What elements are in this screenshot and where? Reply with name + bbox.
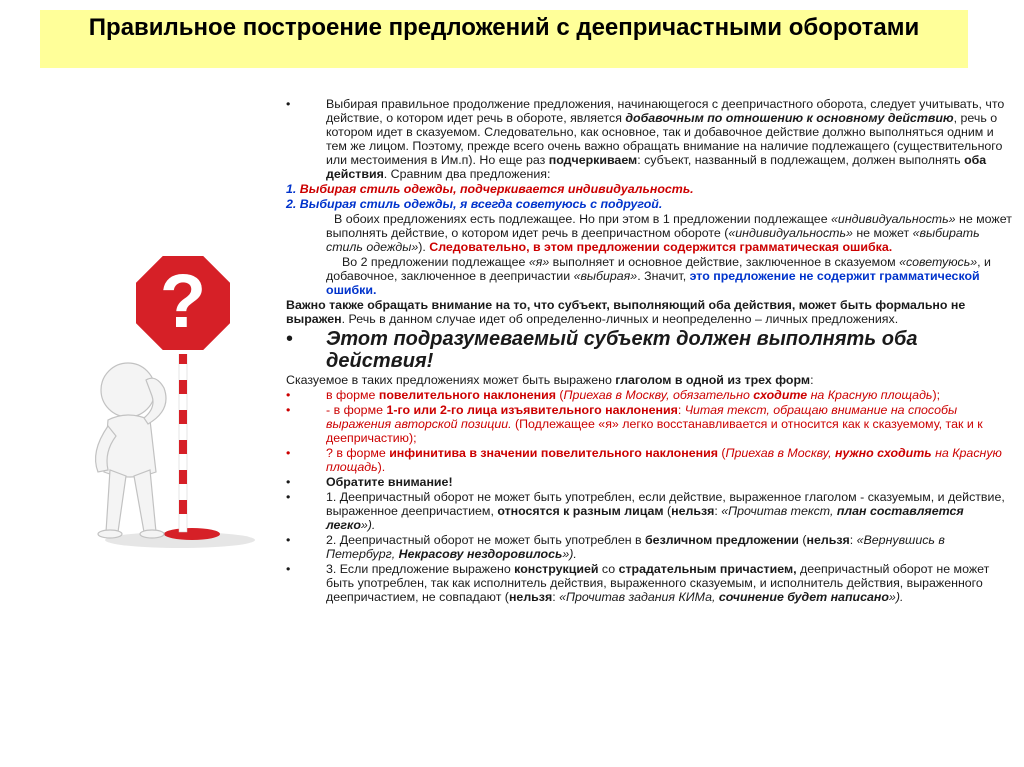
text: - в форме: [326, 403, 387, 417]
bullet: •: [286, 562, 291, 576]
text: план составляется легко: [326, 504, 964, 532]
text: »).: [562, 547, 577, 561]
text: нельзя: [508, 590, 553, 604]
text: :: [849, 533, 857, 547]
bullet: •: [286, 403, 291, 417]
text: :: [677, 403, 685, 417]
text: инфинитива в значении повелительного наклонения: [389, 446, 718, 460]
text: (: [555, 388, 564, 402]
note-item-3: [286, 562, 1014, 604]
note-item-2: [286, 533, 1014, 561]
text: в форме: [326, 388, 379, 402]
text: Сказуемое в таких предложениях может быть выражено: [286, 373, 616, 387]
text: относятся к разным лицам: [497, 504, 664, 518]
text: «индивидуальность»: [728, 226, 853, 240]
text: это предложение не содержит грамматической ошибки.: [326, 269, 980, 297]
text: деепричастный оборот не может быть употреблен, так как исполнитель действия, выраженного сказуемым, и исполнитель действия, выраженного деепричастием, не совпадают (: [326, 562, 990, 604]
text: Приехав в Москву,: [725, 446, 835, 460]
text: «Прочитав задания КИМа,: [559, 590, 719, 604]
text: (: [717, 446, 726, 460]
note-item-1: [286, 490, 1014, 532]
text: »).: [360, 518, 376, 532]
text: страдательным причастием,: [618, 562, 797, 576]
example-2: [286, 197, 1014, 211]
text: выполняет и основное действие, заключенное в сказуемом: [549, 255, 900, 269]
text: . Речь в данном случае идет об определенно-личных и неопределенно – личных предложениях.: [341, 312, 899, 326]
bullet: •: [286, 328, 294, 350]
text: сходите: [753, 388, 808, 402]
note-heading: [286, 475, 1014, 489]
text: на Красную площадь: [326, 446, 1002, 474]
main-text: [286, 97, 1014, 604]
text: на Красную площадь: [807, 388, 933, 402]
text: «советуюсь»: [899, 255, 978, 269]
text: , речь о котором идет в сказуемом. Следовательно, как основное, так и добавочное действие должно выполняться одним и тем же лицом. Поэтому, прежде всего очень важно обращать внимание на наличие подлежащего (существительного или местоимения в Им.п). Но еще раз: [326, 111, 1003, 167]
bullet: •: [286, 533, 291, 547]
text: «индивидуальность»: [831, 212, 956, 226]
text: «выбирая»: [573, 269, 638, 283]
text: «я»: [528, 255, 550, 269]
highlight-statement: [286, 328, 1014, 372]
text: не может: [852, 226, 913, 240]
paragraph-analysis-2: [286, 255, 1014, 297]
text: Этот подразумеваемый субъект должен выполнять оба действия!: [326, 328, 918, 372]
example-1-text: Выбирая стиль одежды, подчеркивается индивидуальность.: [299, 182, 694, 196]
text: добавочным по отношению к основному действию: [625, 111, 954, 125]
form-item-infinitive: [286, 446, 1014, 474]
text: Важно также обращать внимание на то, что субъект, выполняющий оба действия, может быть формально не выражен: [286, 298, 966, 326]
form-item-indicative: [286, 403, 1014, 445]
form-item-imperative: [286, 388, 1014, 402]
bullet: •: [286, 475, 291, 489]
example-2-number: 2.: [286, 197, 297, 211]
text: не может выполнять действие, о котором идет речь в деепричастном обороте (: [326, 212, 1012, 240]
text: оба действия: [326, 153, 987, 181]
bullet: •: [286, 446, 291, 460]
text: : субъект, названный в подлежащем, должен выполнять: [637, 153, 965, 167]
paragraph-analysis-1: [286, 212, 1014, 254]
text: (: [663, 504, 672, 518]
text: (: [798, 533, 807, 547]
text: Некрасову нездоровилось: [398, 547, 563, 561]
text: «Прочитав текст,: [721, 504, 837, 518]
thinking-figure: [96, 363, 166, 538]
text: подчеркиваем: [548, 153, 638, 167]
text: );: [932, 388, 941, 402]
text: ).: [377, 460, 386, 474]
text: 1. Деепричастный оборот не может быть употреблен, если действие, выраженное глаголом - сказуемым, и действие, выраженное деепричастием,: [326, 490, 1005, 518]
text: 2. Деепричастный оборот не может быть употреблен в: [326, 533, 646, 547]
text: сочинение будет написано: [718, 590, 889, 604]
text: . Сравним два предложения:: [383, 167, 551, 181]
text: ? в форме: [326, 446, 390, 460]
question-sign-illustration: [60, 240, 260, 570]
text: В обоих предложениях есть подлежащее. Но при этом в 1 предложении подлежащее: [334, 212, 832, 226]
bullet: •: [286, 388, 291, 402]
text: Во 2 предложении подлежащее: [342, 255, 529, 269]
pole-base: [164, 528, 220, 540]
text: конструкцией: [514, 562, 599, 576]
bullet: •: [286, 490, 291, 504]
text: Приехав в Москву, обязательно: [563, 388, 754, 402]
text: нельзя: [671, 504, 715, 518]
text: глаголом в одной из трех форм: [615, 373, 811, 387]
text: Читая текст, обращаю внимание на способы выражения авторской позиции.: [326, 403, 958, 431]
text: Следовательно, в этом предложении содержится грамматическая ошибка.: [429, 240, 893, 254]
text: безличном предложении: [645, 533, 799, 547]
text: :: [714, 504, 722, 518]
text: 3. Если предложение выражено: [326, 562, 515, 576]
text: нужно сходить: [835, 446, 932, 460]
text: , и добавочное, заключенное в деепричастии: [326, 255, 991, 283]
bullet: •: [286, 97, 291, 111]
text: со: [598, 562, 619, 576]
text: (Подлежащее «я» легко восстанавливается и относится как к сказуемому, так и к деепричастию);: [326, 417, 983, 445]
text: Выбирая правильное продолжение предложения, начинающегося с деепричастного оборота, следует учитывать, что действие, о котором идет речь в обороте, является: [326, 97, 1005, 125]
text: повелительного наклонения: [378, 388, 556, 402]
text: :: [810, 373, 814, 387]
text: Обратите внимание!: [326, 475, 453, 489]
question-mark-icon: ?: [159, 259, 207, 344]
text: нельзя: [806, 533, 850, 547]
example-1-number: 1.: [286, 182, 297, 196]
paragraph-important: [286, 298, 1014, 326]
text: 1-го или 2-го лица изъявительного наклонения: [386, 403, 678, 417]
example-2-text: Выбирая стиль одежды, я всегда советуюсь с подругой.: [299, 197, 663, 211]
text: :: [552, 590, 560, 604]
text: ).: [418, 240, 430, 254]
text: . Значит,: [637, 269, 690, 283]
text: »).: [888, 590, 904, 604]
page-title: Правильное построение предложений с деепричастными оборотами: [88, 14, 920, 41]
paragraph-forms: [286, 373, 1014, 387]
example-1: [286, 182, 1014, 196]
text: «выбирать стиль одежды»: [326, 226, 980, 254]
title-banner: [40, 10, 968, 68]
text: «Вернувшись в Петербург,: [326, 533, 945, 561]
paragraph-intro: [286, 97, 1014, 181]
